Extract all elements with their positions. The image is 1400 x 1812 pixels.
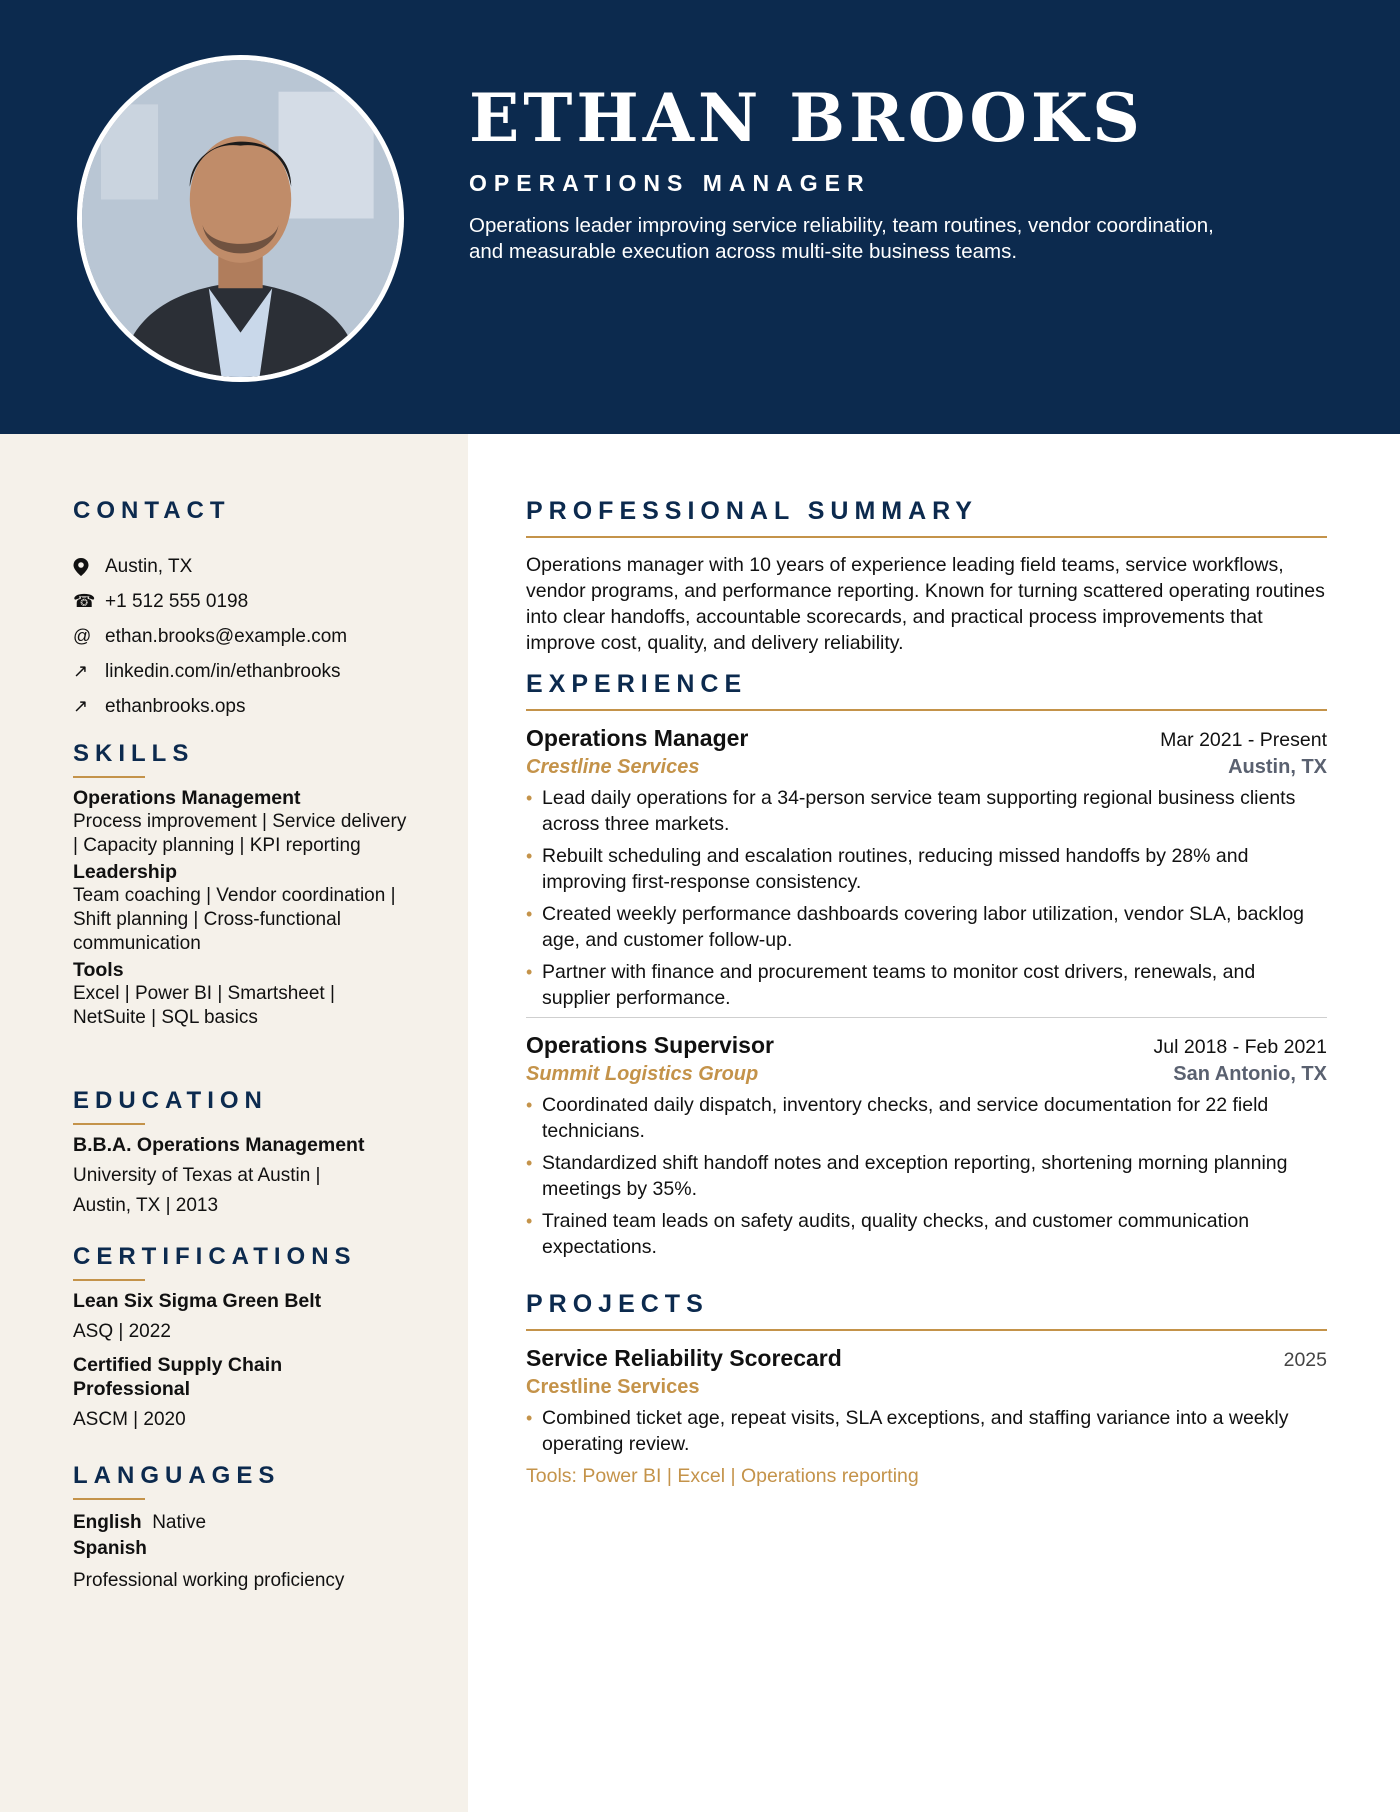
summary-heading: PROFESSIONAL SUMMARY — [526, 497, 978, 525]
languages-section — [73, 1464, 413, 1596]
project-entry — [526, 1345, 1327, 1489]
job-entry — [526, 725, 1327, 1011]
candidate-tagline: Operations leader improving service reliability, team routines, vendor coordination, and measurable execution across multi-site business teams. — [469, 214, 1214, 263]
skill-group-title: Tools — [73, 959, 124, 981]
languages-rule — [73, 1498, 145, 1500]
contact-email-link[interactable]: ethan.brooks@example.com — [105, 625, 348, 647]
skills-rule — [73, 776, 145, 778]
education-heading: EDUCATION — [73, 1087, 268, 1114]
job-bullet: • Partner with finance and procurement teams to monitor cost drivers, renewals, and supplier performance. — [526, 959, 1327, 1011]
contact-website — [73, 689, 413, 724]
candidate-name: ETHAN BROOKS — [469, 79, 1144, 157]
skill-group-text: Process improvement | Service delivery | Capacity planning | KPI reporting — [73, 811, 407, 856]
job-company: Summit Logistics Group — [526, 1063, 759, 1085]
language-name: Spanish — [73, 1538, 147, 1559]
experience-heading: EXPERIENCE — [526, 670, 748, 698]
skill-group-text: Excel | Power BI | Smartsheet | NetSuite | SQL basics — [73, 983, 335, 1028]
job-dates: Mar 2021 - Present — [1160, 729, 1327, 751]
project-title: Service Reliability Scorecard — [526, 1345, 842, 1371]
certifications-rule — [73, 1279, 145, 1281]
education-school: University of Texas at Austin | — [73, 1165, 321, 1186]
skill-group-text: Team coaching | Vendor coordination | Shift planning | Cross-functional communication — [73, 885, 396, 954]
project-year: 2025 — [1283, 1349, 1327, 1371]
education-degree: B.B.A. Operations Management — [73, 1134, 365, 1156]
contact-list — [73, 549, 413, 724]
profile-photo-frame — [77, 55, 404, 382]
language-item — [73, 1510, 413, 1536]
certification-name: Certified Supply Chain Professional — [73, 1354, 283, 1400]
contact-phone — [73, 584, 413, 619]
project-bullet: • Combined ticket age, repeat visits, SLA exceptions, and staffing variance into a weekly operating review. — [526, 1405, 1327, 1457]
job-bullet: • Created weekly performance dashboards covering labor utilization, vendor SLA, backlog age, and customer follow-up. — [526, 901, 1327, 953]
job-bullet: • Coordinated daily dispatch, inventory checks, and service documentation for 22 field technicians. — [526, 1092, 1327, 1144]
contact-linkedin — [73, 654, 413, 689]
certification-name: Lean Six Sigma Green Belt — [73, 1290, 322, 1312]
contact-phone-text: +1 512 555 0198 — [105, 590, 249, 612]
skills-heading: SKILLS — [73, 740, 195, 767]
projects-section — [526, 1292, 1327, 1489]
contact-location-text: Austin, TX — [105, 555, 193, 577]
experience-rule — [526, 709, 1327, 711]
project-company: Crestline Services — [526, 1376, 700, 1398]
language-name: English — [73, 1512, 142, 1533]
language-level: Native — [152, 1512, 207, 1533]
language-level: Professional working proficiency — [73, 1570, 345, 1591]
job-bullet: • Lead daily operations for a 34-person service team supporting regional business clients across three markets. — [526, 785, 1327, 837]
summary-rule — [526, 536, 1327, 538]
job-bullet: • Standardized shift handoff notes and exception reporting, shortening morning planning meetings by 35%. — [526, 1150, 1327, 1202]
contact-email — [73, 619, 413, 654]
education-place-year: Austin, TX | 2013 — [73, 1195, 219, 1216]
contact-location — [73, 549, 413, 584]
job-bullet: • Rebuilt scheduling and escalation routines, reducing missed handoffs by 28% and improving first-response consistency. — [526, 843, 1327, 895]
sidebar — [0, 434, 468, 1812]
education-section — [73, 1089, 413, 1221]
certifications-section — [73, 1245, 413, 1435]
experience-section — [526, 672, 1327, 1266]
header-banner — [0, 0, 1400, 434]
certifications-heading: CERTIFICATIONS — [73, 1243, 357, 1270]
summary-section — [526, 499, 1327, 656]
job-entry — [526, 1032, 1327, 1260]
education-rule — [73, 1123, 145, 1125]
profile-photo — [82, 60, 399, 377]
contact-section — [73, 499, 231, 523]
skill-group-title: Leadership — [73, 861, 178, 883]
certification-detail: ASQ | 2022 — [73, 1321, 171, 1342]
job-title: Operations Supervisor — [526, 1032, 774, 1058]
project-bullets — [526, 1405, 1327, 1457]
languages-heading: LANGUAGES — [73, 1462, 281, 1489]
project-tools: Tools: Power BI | Excel | Operations reporting — [526, 1465, 919, 1487]
contact-website-link[interactable]: ethanbrooks.ops — [105, 695, 246, 717]
job-bullet: • Trained team leads on safety audits, quality checks, and customer communication expectations. — [526, 1208, 1327, 1260]
phone-icon: ☎ — [73, 591, 96, 611]
contact-heading: CONTACT — [73, 497, 231, 524]
job-company: Crestline Services — [526, 756, 700, 778]
candidate-role: OPERATIONS MANAGER — [469, 170, 871, 196]
job-location: Austin, TX — [1228, 756, 1327, 778]
link-arrow-icon: ↗ — [73, 661, 89, 681]
certification-detail: ASCM | 2020 — [73, 1409, 186, 1430]
location-pin-icon — [73, 558, 105, 576]
skills-section — [73, 742, 413, 1030]
job-divider — [526, 1017, 1327, 1018]
link-arrow-icon: ↗ — [73, 696, 89, 716]
projects-heading: PROJECTS — [526, 1290, 709, 1318]
job-bullets — [526, 1092, 1327, 1260]
job-dates: Jul 2018 - Feb 2021 — [1153, 1036, 1327, 1058]
at-icon: @ — [73, 626, 92, 646]
projects-rule — [526, 1329, 1327, 1331]
job-title: Operations Manager — [526, 725, 749, 751]
skill-group-title: Operations Management — [73, 787, 301, 809]
job-bullets — [526, 785, 1327, 1011]
job-location: San Antonio, TX — [1173, 1063, 1327, 1085]
contact-linkedin-link[interactable]: linkedin.com/in/ethanbrooks — [105, 660, 341, 682]
summary-text: Operations manager with 10 years of experience leading field teams, service workflows, vendor programs, and performance reporting. Known for turning scattered operating routines into clear handoffs, accountable scorecards, and practical process improvements that improve cost, quality, and delivery reliability. — [526, 554, 1325, 654]
